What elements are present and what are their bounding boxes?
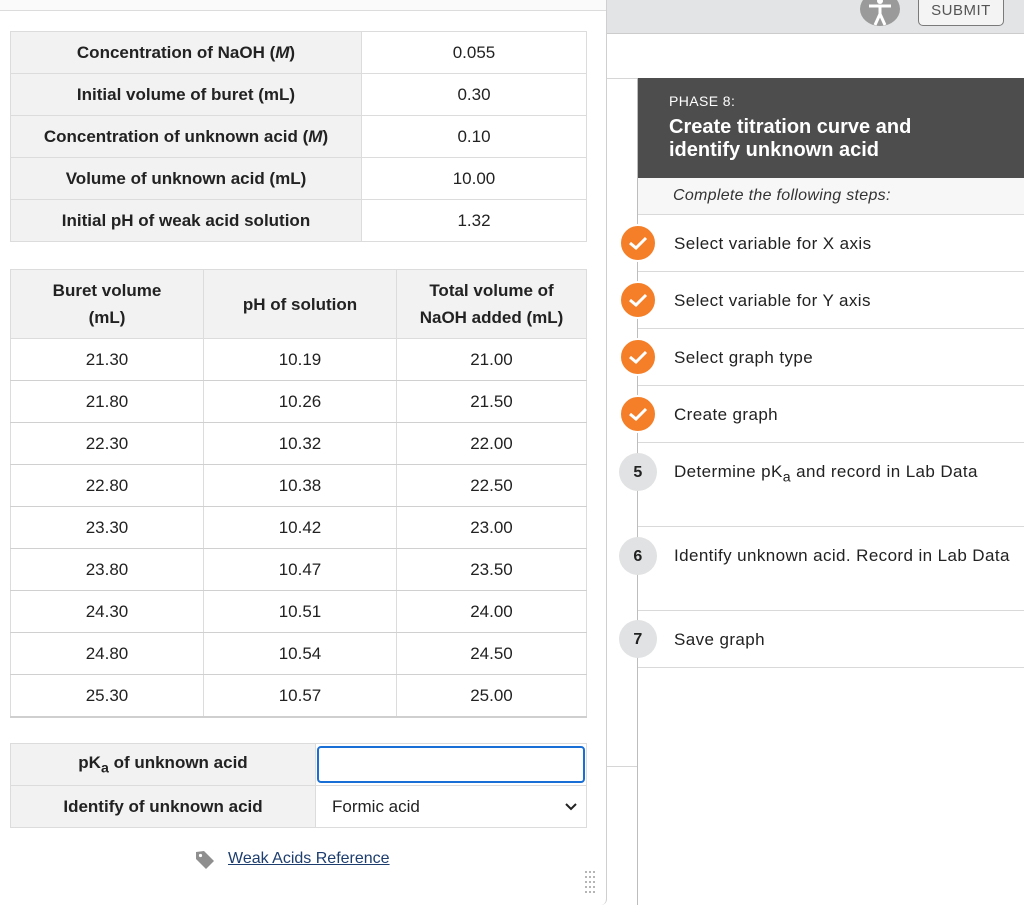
param-row [11,32,587,74]
step-number-badge: 6 [619,537,657,575]
param-row [11,158,587,200]
pka-label: $pK_a$ of unknown acid [11,744,316,786]
checkmark-icon [619,395,657,433]
phase-title: Create titration curve and identify unknown acid [669,116,912,161]
ph-cell: 10.47 [204,549,397,591]
table-row [11,549,587,591]
step-text: Save graph [674,630,765,649]
buret-volume-cell: 22.30 [11,423,204,465]
param-label: Concentration of NaOH (M) [11,32,362,74]
ph-cell: 10.57 [204,675,397,718]
buret-volume-cell: 22.80 [11,465,204,507]
pka-input[interactable] [317,746,585,783]
panel-top-strip [0,0,606,11]
phase-header [638,78,1024,178]
pka-cell [316,744,587,786]
step-text: Select variable for Y axis [674,291,871,310]
table-row [11,423,587,465]
phase-label: PHASE 8: [669,93,736,109]
steps-intro: Complete the following steps: [638,178,1024,215]
table-header-row [11,270,587,339]
identify-label: Identify of unknown acid [11,786,316,828]
buret-volume-cell: 25.30 [11,675,204,718]
resize-grip-icon[interactable] [584,870,598,894]
param-value: 0.30 [362,74,587,116]
step-text: Select graph type [674,348,814,367]
phase-guide-panel [633,78,1024,905]
total-volume-cell: 22.00 [397,423,587,465]
total-volume-cell: 24.00 [397,591,587,633]
tag-icon [194,848,216,870]
total-volume-cell: 23.50 [397,549,587,591]
step-number-badge: 5 [619,453,657,491]
weak-acids-reference-link[interactable]: Weak Acids Reference [228,850,390,867]
step-item [638,329,1024,386]
answers-table [10,743,587,828]
buret-volume-cell: 23.30 [11,507,204,549]
total-volume-cell: 23.00 [397,507,587,549]
param-label: Initial pH of weak acid solution [11,200,362,242]
step-item [638,386,1024,443]
buret-volume-cell: 21.30 [11,339,204,381]
param-value: 0.10 [362,116,587,158]
table-row [11,675,587,718]
step-item [638,215,1024,272]
step-item [633,527,1024,611]
step-item [638,272,1024,329]
step-number-badge: 7 [619,620,657,658]
reference-link-row [194,846,390,872]
buret-volume-cell: 23.80 [11,549,204,591]
buret-volume-cell: 24.80 [11,633,204,675]
total-volume-cell: 21.00 [397,339,587,381]
table-row [11,507,587,549]
total-volume-cell: 25.00 [397,675,587,718]
buret-volume-cell: 24.30 [11,591,204,633]
buret-volume-cell: 21.80 [11,381,204,423]
table-row [11,633,587,675]
table-row [11,339,587,381]
param-label: Volume of unknown acid (mL) [11,158,362,200]
table-row [11,381,587,423]
ph-cell: 10.26 [204,381,397,423]
submit-button[interactable]: SUBMIT [918,0,1004,26]
header-buret-volume: Buret volume (mL) [11,270,204,339]
header-ph: pH of solution [204,270,397,339]
step-item [633,443,1024,527]
pka-row [11,744,587,786]
identify-row [11,786,587,828]
total-volume-cell: 24.50 [397,633,587,675]
step-text: Identify unknown acid. Record in Lab Data [674,546,1010,565]
checkmark-icon [619,281,657,319]
table-row [11,591,587,633]
ph-cell: 10.38 [204,465,397,507]
param-row [11,74,587,116]
checkmark-icon [619,224,657,262]
step-text: Create graph [674,405,779,424]
acid-select[interactable] [316,787,586,827]
param-value: 0.055 [362,32,587,74]
ph-cell: 10.51 [204,591,397,633]
step-text: Determine $pK_a$ and record in Lab Data [674,462,978,486]
param-row [11,200,587,242]
param-label: Concentration of unknown acid (M) [11,116,362,158]
chevron-down-icon [564,787,578,842]
ph-cell: 10.42 [204,507,397,549]
total-volume-cell: 21.50 [397,381,587,423]
header-total-volume: Total volume of NaOH added (mL) [397,270,587,339]
total-volume-cell: 22.50 [397,465,587,507]
param-label: Initial volume of buret (mL) [11,74,362,116]
ph-cell: 10.19 [204,339,397,381]
acid-select-value: Formic acid [332,796,420,816]
param-value: 10.00 [362,158,587,200]
param-value: 1.32 [362,200,587,242]
titration-data-table [10,269,587,718]
step-text: Select variable for X axis [674,234,872,253]
identify-cell [316,786,587,828]
step-item [633,611,1024,668]
param-row [11,116,587,158]
ph-cell: 10.54 [204,633,397,675]
checkmark-icon [619,338,657,376]
ph-cell: 10.32 [204,423,397,465]
table-row [11,465,587,507]
parameters-table [10,31,587,242]
